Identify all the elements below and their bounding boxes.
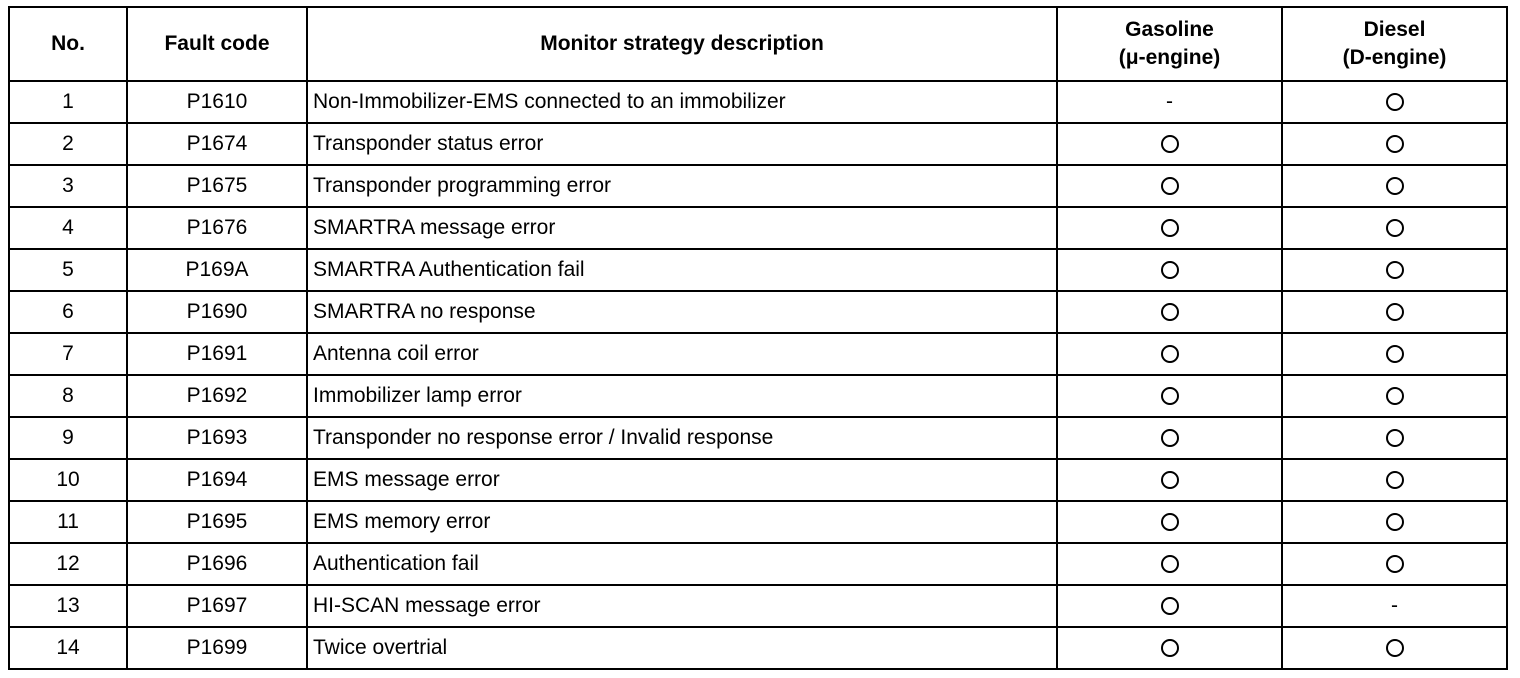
header-no: No. [9,7,127,81]
diesel-cell [1282,543,1507,585]
table-row [9,291,1507,333]
monitor-description: Immobilizer lamp error [307,375,1057,417]
row-number: 6 [9,291,127,333]
header-gasoline-engine: (μ-engine) [1118,46,1221,69]
monitor-description: HI-SCAN message error [307,585,1057,627]
table-row [9,333,1507,375]
fault-code-table [8,6,1508,670]
table-row [9,123,1507,165]
monitor-description: Transponder programming error [307,165,1057,207]
row-number: 13 [9,585,127,627]
applicable-circle-icon [1386,303,1404,321]
fault-code: P1697 [127,585,307,627]
table-body [9,81,1507,669]
monitor-description: EMS message error [307,459,1057,501]
row-number: 7 [9,333,127,375]
gasoline-cell [1057,333,1282,375]
row-number: 3 [9,165,127,207]
table-row [9,627,1507,669]
applicable-circle-icon [1386,387,1404,405]
applicable-circle-icon [1161,597,1179,615]
row-number: 4 [9,207,127,249]
header-gasoline [1057,7,1282,81]
monitor-description: Antenna coil error [307,333,1057,375]
fault-code: P1610 [127,81,307,123]
gasoline-cell [1057,291,1282,333]
fault-code: P1676 [127,207,307,249]
header-diesel-title: Diesel [1363,18,1426,41]
gasoline-cell [1057,123,1282,165]
diesel-cell [1282,165,1507,207]
header-fault-code: Fault code [127,7,307,81]
applicable-circle-icon [1161,261,1179,279]
applicable-circle-icon [1161,429,1179,447]
not-applicable-dash: - [1166,90,1173,113]
diesel-cell [1282,501,1507,543]
gasoline-cell [1057,459,1282,501]
applicable-circle-icon [1386,429,1404,447]
table-row [9,585,1507,627]
fault-code: P1690 [127,291,307,333]
diesel-cell [1282,207,1507,249]
diesel-cell [1282,417,1507,459]
fault-code: P1699 [127,627,307,669]
gasoline-cell [1057,543,1282,585]
fault-code: P1693 [127,417,307,459]
diesel-cell [1282,123,1507,165]
gasoline-cell [1057,249,1282,291]
monitor-description: SMARTRA message error [307,207,1057,249]
applicable-circle-icon [1161,345,1179,363]
row-number: 12 [9,543,127,585]
row-number: 9 [9,417,127,459]
monitor-description: SMARTRA no response [307,291,1057,333]
header-diesel [1282,7,1507,81]
applicable-circle-icon [1386,639,1404,657]
fault-code: P1696 [127,543,307,585]
table-row [9,81,1507,123]
gasoline-cell [1057,585,1282,627]
gasoline-cell [1057,165,1282,207]
table-row [9,165,1507,207]
monitor-description: Transponder status error [307,123,1057,165]
applicable-circle-icon [1386,135,1404,153]
applicable-circle-icon [1386,177,1404,195]
applicable-circle-icon [1386,513,1404,531]
applicable-circle-icon [1386,261,1404,279]
monitor-description: Twice overtrial [307,627,1057,669]
applicable-circle-icon [1161,303,1179,321]
fault-code: P1692 [127,375,307,417]
header-gasoline-title: Gasoline [1125,18,1214,41]
fault-code: P1674 [127,123,307,165]
applicable-circle-icon [1386,471,1404,489]
gasoline-cell [1057,375,1282,417]
fault-code: P1675 [127,165,307,207]
not-applicable-dash: - [1391,594,1398,617]
header-row [9,7,1507,81]
applicable-circle-icon [1161,135,1179,153]
table-row [9,375,1507,417]
table-row [9,207,1507,249]
row-number: 8 [9,375,127,417]
gasoline-cell [1057,417,1282,459]
applicable-circle-icon [1161,219,1179,237]
header-description: Monitor strategy description [307,7,1057,81]
row-number: 2 [9,123,127,165]
applicable-circle-icon [1161,177,1179,195]
row-number: 5 [9,249,127,291]
row-number: 14 [9,627,127,669]
table-row [9,249,1507,291]
monitor-description: Non-Immobilizer-EMS connected to an immobilizer [307,81,1057,123]
gasoline-cell [1057,207,1282,249]
diesel-cell [1282,375,1507,417]
fault-code: P1694 [127,459,307,501]
monitor-description: EMS memory error [307,501,1057,543]
applicable-circle-icon [1386,555,1404,573]
diesel-cell [1282,459,1507,501]
gasoline-cell [1057,81,1282,123]
applicable-circle-icon [1386,219,1404,237]
row-number: 1 [9,81,127,123]
diesel-cell [1282,333,1507,375]
table-row [9,459,1507,501]
table-row [9,417,1507,459]
gasoline-cell [1057,627,1282,669]
applicable-circle-icon [1161,513,1179,531]
table-row [9,543,1507,585]
applicable-circle-icon [1386,93,1404,111]
diesel-cell [1282,585,1507,627]
monitor-description: SMARTRA Authentication fail [307,249,1057,291]
diesel-cell [1282,291,1507,333]
applicable-circle-icon [1161,471,1179,489]
monitor-description: Authentication fail [307,543,1057,585]
diesel-cell [1282,81,1507,123]
row-number: 11 [9,501,127,543]
diesel-cell [1282,627,1507,669]
fault-code: P1695 [127,501,307,543]
applicable-circle-icon [1161,639,1179,657]
monitor-description: Transponder no response error / Invalid response [307,417,1057,459]
header-diesel-engine: (D-engine) [1342,46,1447,69]
table-row [9,501,1507,543]
row-number: 10 [9,459,127,501]
fault-code: P1691 [127,333,307,375]
applicable-circle-icon [1386,345,1404,363]
diesel-cell [1282,249,1507,291]
applicable-circle-icon [1161,555,1179,573]
applicable-circle-icon [1161,387,1179,405]
fault-code: P169A [127,249,307,291]
gasoline-cell [1057,501,1282,543]
